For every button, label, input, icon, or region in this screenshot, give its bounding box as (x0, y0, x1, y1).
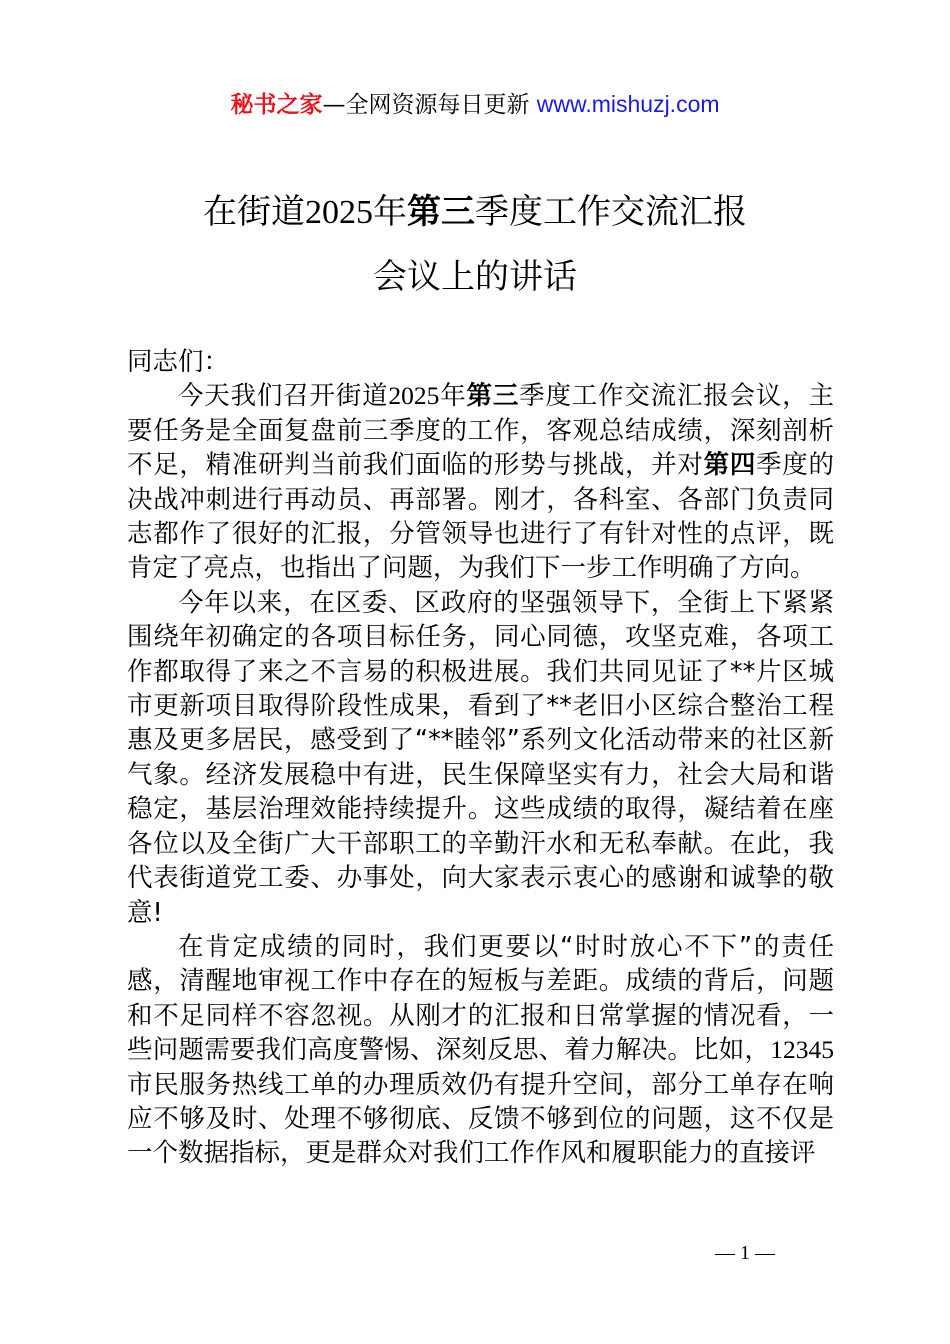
paragraph-1 (127, 379, 834, 585)
paragraph-text: 季度工作交流汇报会议，主要任务是全面复盘前三季度的工作，客观总结成绩，深刻剖析不足，精准研判当前我们面临的形势与挑战，并对 (127, 381, 834, 481)
paragraph-year: 2025 (388, 381, 440, 411)
title-text: 年 (373, 192, 407, 232)
header-slogan: 全网资源每日更新 (345, 92, 537, 118)
paragraph-bold-text: 第三 (466, 381, 520, 412)
site-url[interactable]: www.mishuzj.com (536, 91, 720, 117)
brand-name: 秘书之家 (230, 92, 323, 118)
document-title-line1 (0, 190, 950, 235)
site-header (0, 88, 950, 121)
title-bold-text: 第三 (407, 192, 475, 232)
paragraph-3 (127, 930, 834, 1171)
hotline-number: 12345 (770, 1035, 834, 1065)
title-text: 在街道 (203, 192, 305, 232)
paragraph-text: 今天我们召开街道 (178, 381, 389, 412)
document-title-line2: 会议上的讲话 (373, 257, 577, 297)
paragraph-text: 季度的决战冲刺进行再动员、再部署。刚才，各科室、各部门负责同志都作了很好的汇报，分管领导也进行了有针对性的点评，既肯定了亮点，也指出了问题，为我们下一步工作明确了方向。 (127, 450, 834, 584)
paragraph-text: 年 (439, 381, 467, 412)
title-text: 季度工作交流汇报 (475, 192, 747, 232)
paragraph-text: 市民服务热线工单的办理质效仍有提升空间，部分工单存在响应不够及时、处理不够彻底、反馈不够到位的问题，这不仅是一个数据指标，更是群众对我们工作作风和履职能力的直接评 (127, 1069, 834, 1169)
page-number: — 1 — (715, 1242, 775, 1264)
title-year: 2025 (305, 194, 373, 231)
paragraph-2: 今年以来，在区委、区政府的坚强领导下，全街上下紧紧围绕年初确定的各项目标任务，同心同德，攻坚克难，各项工作都取得了来之不言易的积极进展。我们共同见证了**片区城市更新项目取得阶段性成果，看到了**老旧小区综合整治工程惠及更多居民，感受到了“**睦邻”系列文化活动带来的社区新气象。经济发展稳中有进，民生保障坚实有力，社会大局和谐稳定，基层治理效能持续提升。这些成绩的取得，凝结着在座各位以及全街广大干部职工的辛勤汗水和无私奉献。在此，我代表街道党工委、办事处，向大家表示衷心的感谢和诚挚的敬意! (127, 587, 834, 928)
header-dash: — (322, 92, 346, 118)
paragraph-bold-text: 第四 (703, 450, 757, 481)
document-body (127, 345, 834, 1171)
paragraph-text: 在肯定成绩的同时，我们更要以“时时放心不下”的责任感，清醒地审视工作中存在的短板与差距。成绩的背后，问题和不足同样不容忽视。从刚才的汇报和日常掌握的情况看，一些问题需要我们高度警惕、深刻反思、着力解决。比如， (127, 931, 834, 1066)
salutation: 同志们： (127, 347, 230, 377)
